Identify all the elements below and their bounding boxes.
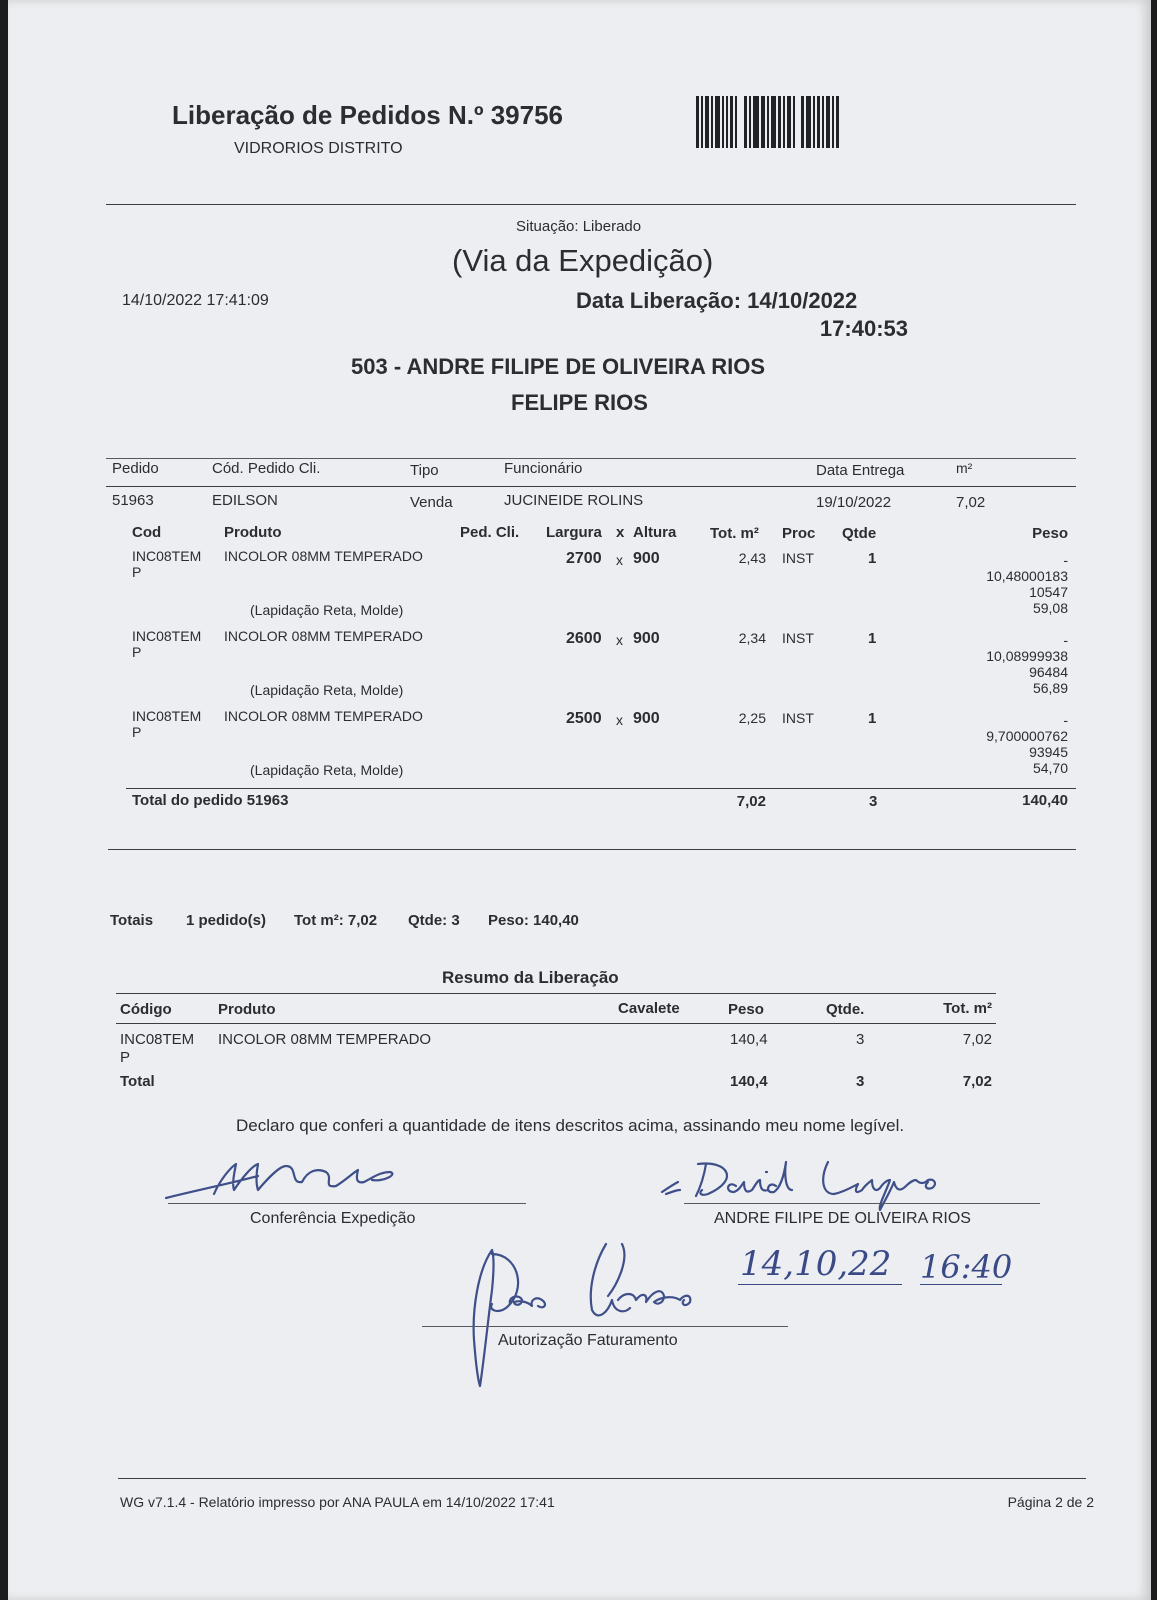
resumo-col-produto: Produto — [218, 1001, 276, 1018]
client-name: FELIPE RIOS — [511, 390, 648, 415]
resumo-total-label: Total — [120, 1073, 155, 1090]
resumo-col-cavalete: Cavalete — [618, 1000, 680, 1017]
item-3-x: x — [616, 712, 623, 728]
resumo-row-codigo: INC08TEM — [120, 1031, 195, 1048]
item-3-peso-3: 54,70 — [1032, 760, 1068, 776]
company-name: VIDRORIOS DISTRITO — [234, 140, 403, 157]
items-col-peso: Peso — [1032, 525, 1068, 542]
item-3-proc: INST — [782, 710, 814, 726]
item-3-tot-m2: 2,25 — [738, 710, 766, 726]
item-2-obs: (Lapidação Reta, Molde) — [250, 682, 404, 698]
order-total-label: Total do pedido 51963 — [132, 792, 289, 809]
time-underline — [920, 1284, 1002, 1285]
resumo-total-peso: 140,4 — [730, 1073, 768, 1090]
resumo-row-produto: INCOLOR 08MM TEMPERADO — [218, 1031, 432, 1048]
document-page — [8, 0, 1151, 1600]
item-1-qtde: 1 — [868, 550, 877, 567]
signature-line-client — [684, 1203, 1040, 1204]
col-cod-pedido-cli: Cód. Pedido Cli. — [212, 460, 321, 477]
order-total-rule — [126, 788, 1076, 789]
item-3-largura: 2500 — [566, 710, 602, 727]
label-client-name: ANDRE FILIPE DE OLIVEIRA RIOS — [714, 1210, 971, 1227]
footer-rule — [118, 1478, 1086, 1479]
item-2-proc: INST — [782, 630, 814, 646]
items-col-cod: Cod — [132, 524, 162, 541]
totais-peso: Peso: 140,40 — [488, 912, 579, 929]
item-3-peso-dash: - — [1063, 712, 1068, 728]
items-col-qtde: Qtde — [842, 525, 877, 542]
item-3-cod: INC08TEM — [132, 708, 202, 724]
via-title: (Via da Expedição) — [452, 243, 714, 278]
items-col-altura: Altura — [633, 524, 677, 541]
item-3-obs: (Lapidação Reta, Molde) — [250, 762, 404, 778]
item-2-produto: INCOLOR 08MM TEMPERADO — [224, 628, 423, 644]
items-col-produto: Produto — [224, 524, 282, 541]
barcode — [696, 96, 874, 148]
resumo-col-qtde: Qtde. — [826, 1001, 865, 1018]
totais-qtde: Qtde: 3 — [408, 912, 460, 929]
item-2-largura: 2600 — [566, 630, 602, 647]
order-table-top-rule — [106, 458, 1076, 459]
item-3-cod-cont: P — [132, 724, 142, 740]
col-pedido: Pedido — [112, 460, 159, 477]
data-liberacao-time: 17:40:53 — [819, 316, 908, 341]
item-1-x: x — [616, 552, 623, 568]
header-divider — [106, 204, 1076, 205]
col-data-entrega: Data Entrega — [816, 462, 905, 479]
signature-autorizacao — [448, 1230, 728, 1390]
item-2-qtde: 1 — [868, 630, 877, 647]
order-pedido: 51963 — [112, 492, 154, 509]
totais-pedidos: 1 pedido(s) — [186, 912, 267, 929]
resumo-row-qtde: 3 — [856, 1031, 865, 1048]
footer-page-number: Página 2 de 2 — [1007, 1494, 1094, 1510]
item-2-peso-1: 10,08999938 — [986, 648, 1068, 664]
item-1-obs: (Lapidação Reta, Molde) — [250, 602, 404, 618]
order-m2: 7,02 — [956, 494, 986, 511]
items-col-largura: Largura — [546, 524, 602, 541]
resumo-row-peso: 140,4 — [730, 1031, 768, 1048]
order-data-entrega: 19/10/2022 — [816, 494, 892, 511]
resumo-title: Resumo da Liberação — [442, 968, 619, 987]
label-autorizacao-faturamento: Autorização Faturamento — [498, 1332, 678, 1349]
order-header-rule — [106, 486, 1076, 487]
item-3-produto: INCOLOR 08MM TEMPERADO — [224, 708, 423, 724]
handwritten-date: 14,10,22 — [740, 1244, 892, 1284]
item-2-tot-m2: 2,34 — [738, 630, 766, 646]
item-1-altura: 900 — [633, 550, 660, 567]
item-1-peso-2: 10547 — [1029, 584, 1068, 600]
resumo-col-tot-m2: Tot. m² — [943, 1000, 992, 1017]
signature-conferencia — [158, 1150, 418, 1210]
item-1-cod: INC08TEM — [132, 548, 202, 564]
col-m2: m² — [956, 460, 973, 476]
signature-line-autorizacao — [422, 1326, 788, 1327]
item-1-largura: 2700 — [566, 550, 602, 567]
items-col-proc: Proc — [782, 525, 816, 542]
items-col-ped-cli: Ped. Cli. — [460, 524, 520, 541]
resumo-total-qtde: 3 — [856, 1073, 865, 1090]
item-1-tot-m2: 2,43 — [738, 550, 766, 566]
col-funcionario: Funcionário — [504, 460, 583, 477]
order-total-qtde: 3 — [869, 793, 878, 810]
item-2-cod: INC08TEM — [132, 628, 202, 644]
item-1-peso-3: 59,08 — [1032, 600, 1068, 616]
document-title: Liberação de Pedidos N.º 39756 — [172, 100, 563, 130]
order-cod-pedido-cli: EDILSON — [212, 492, 278, 509]
item-2-cod-cont: P — [132, 644, 142, 660]
order-tipo: Venda — [410, 494, 453, 511]
resumo-top-rule — [116, 993, 996, 994]
declaration-text: Declaro que conferi a quantidade de itens descritos acima, assinando meu nome legível. — [236, 1116, 905, 1135]
resumo-col-codigo: Código — [120, 1001, 172, 1018]
item-1-produto: INCOLOR 08MM TEMPERADO — [224, 548, 423, 564]
item-3-peso-1: 9,700000762 — [986, 728, 1068, 744]
item-2-x: x — [616, 632, 623, 648]
totais-m2: Tot m²: 7,02 — [294, 912, 378, 929]
handwritten-time: 16:40 — [920, 1248, 1013, 1286]
order-total-m2: 7,02 — [736, 793, 766, 810]
col-tipo: Tipo — [410, 462, 439, 479]
situacao-text: Situação: Liberado — [516, 218, 642, 235]
item-1-cod-cont: P — [132, 564, 142, 580]
totais-label: Totais — [110, 912, 154, 929]
item-1-peso-1: 10,48000183 — [986, 568, 1068, 584]
print-datetime: 14/10/2022 17:41:09 — [122, 292, 269, 309]
date-underline — [738, 1284, 902, 1285]
order-funcionario: JUCINEIDE ROLINS — [504, 492, 644, 509]
section-divider — [108, 849, 1076, 850]
resumo-row-tot-m2: 7,02 — [962, 1031, 992, 1048]
item-3-peso-2: 93945 — [1029, 744, 1068, 760]
footer-report-info: WG v7.1.4 - Relatório impresso por ANA PAULA em 14/10/2022 17:41 — [120, 1494, 555, 1510]
item-2-altura: 900 — [633, 630, 660, 647]
order-total-peso: 140,40 — [1022, 792, 1068, 809]
item-2-peso-3: 56,89 — [1032, 680, 1068, 696]
client-line: 503 - ANDRE FILIPE DE OLIVEIRA RIOS — [351, 354, 765, 379]
item-2-peso-dash: - — [1063, 632, 1068, 648]
resumo-col-peso: Peso — [728, 1001, 764, 1018]
item-3-qtde: 1 — [868, 710, 877, 727]
data-liberacao: Data Liberação: 14/10/2022 — [576, 288, 858, 313]
item-1-proc: INST — [782, 550, 814, 566]
items-col-x: x — [616, 524, 625, 541]
resumo-total-tot-m2: 7,02 — [962, 1073, 992, 1090]
item-3-altura: 900 — [633, 710, 660, 727]
resumo-row-codigo-cont: P — [120, 1049, 131, 1066]
items-col-tot-m2: Tot. m² — [710, 525, 759, 542]
item-1-peso-dash: - — [1063, 552, 1068, 568]
item-2-peso-2: 96484 — [1029, 664, 1068, 680]
signature-line-conferencia — [168, 1203, 526, 1204]
label-conferencia-expedicao: Conferência Expedição — [250, 1210, 416, 1227]
resumo-header-rule — [116, 1023, 996, 1024]
